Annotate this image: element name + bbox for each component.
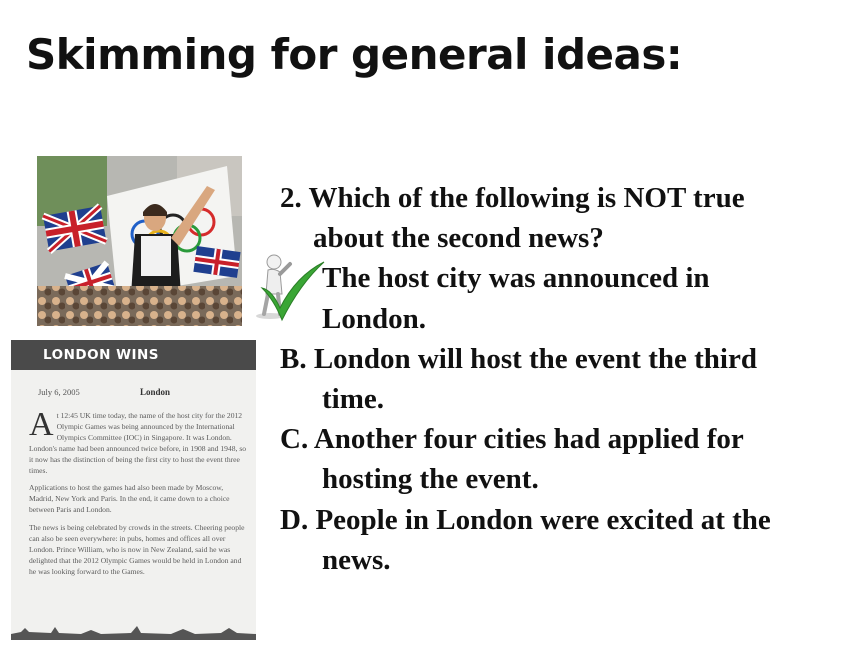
clipping-city: London xyxy=(140,387,171,397)
question-block xyxy=(280,178,855,580)
clipping-headline: LONDON WINS xyxy=(11,340,256,370)
clipping-body xyxy=(29,406,249,585)
clipping-paragraph: Applications to host the games had also been made by Moscow, Madrid, New York and Paris. In the end, it came down to a choice between Paris and London. xyxy=(29,483,230,515)
clipping-paragraph: The news is being celebrated by crowds in the streets. Cheering people can also be seen everywhere: in pubs, homes and offices all over London. Prince William, who is now in New Zealand, said he was delighted that the 2012 Olympic Games would be held in London and he was looking forward to the Games. xyxy=(29,523,245,576)
option-d-continued: news. xyxy=(322,543,391,576)
checkmark-figure-icon xyxy=(252,250,328,322)
clipping-paragraph: At 12:45 UK time today, the name of the host city for the 2012 Olympic Games was being announced by the International Olympics Committee (IOC) in Singapore. It was London. London's name had been announced twice before, in 1908 and 1948, so it now has the distinction of being the first city to host the event three times. xyxy=(29,406,247,475)
question-stem-continued: about the second news? xyxy=(313,222,604,255)
option-a-continued: London. xyxy=(322,302,426,335)
drop-cap: A xyxy=(29,406,54,443)
question-stem: 2. Which of the following is NOT true xyxy=(280,182,745,214)
newspaper-clipping xyxy=(11,340,256,640)
option-a: The host city was announced in xyxy=(322,262,710,295)
celebration-photo xyxy=(37,156,242,326)
clipping-date: July 6, 2005 xyxy=(38,387,80,397)
skyline-decoration xyxy=(11,624,256,640)
option-b: B. London will host the event the third xyxy=(280,342,757,375)
clipping-dateline xyxy=(38,387,248,397)
option-c: C. Another four cities had applied for xyxy=(280,423,744,456)
option-b-continued: time. xyxy=(322,383,384,416)
option-d: D. People in London were excited at the xyxy=(280,503,771,536)
slide-title: Skimming for general ideas: xyxy=(26,30,683,79)
option-c-continued: hosting the event. xyxy=(322,463,539,496)
